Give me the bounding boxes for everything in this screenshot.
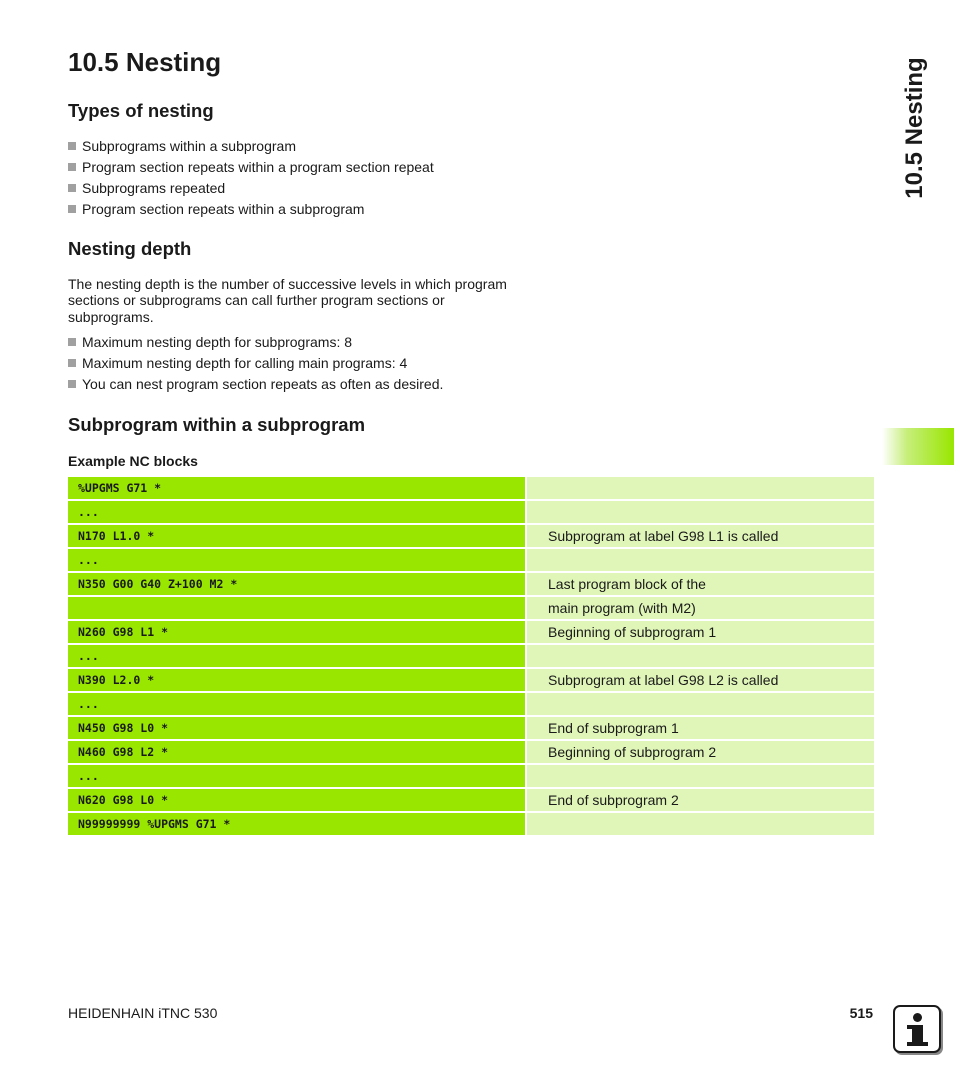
nc-blocks-table [68,477,874,837]
table-row [68,597,874,621]
table-row [68,573,874,597]
list-item: Program section repeats within a subprogram [68,199,434,220]
types-of-nesting-list [68,136,434,220]
table-row [68,645,874,669]
nc-comment-cell: main program (with M2) [527,597,874,621]
nc-comment-cell: Last program block of the [527,573,874,597]
nc-comment-cell [527,549,874,573]
nc-comment-cell [527,693,874,717]
heading-types-of-nesting: Types of nesting [68,100,214,121]
nc-comment-cell [527,645,874,669]
nc-code-cell: N620 G98 L0 * [68,789,525,813]
nc-code-cell: N170 L1.0 * [68,525,525,549]
nc-code-cell: ... [68,501,525,525]
info-icon [893,1005,941,1053]
side-chapter-title-text: 10.5 Nesting [901,57,928,199]
nc-comment-cell [527,501,874,525]
example-nc-blocks-label: Example NC blocks [68,453,198,469]
table-row [68,669,874,693]
list-item: Maximum nesting depth for subprograms: 8 [68,332,443,353]
page-number: 515 [849,1005,873,1021]
nc-comment-cell: End of subprogram 2 [527,789,874,813]
nc-code-cell: N390 L2.0 * [68,669,525,693]
footer-manual-name: HEIDENHAIN iTNC 530 [68,1005,218,1021]
nc-comment-cell: Subprogram at label G98 L1 is called [527,525,874,549]
nc-code-cell: ... [68,645,525,669]
nc-code-cell: N450 G98 L0 * [68,717,525,741]
nc-comment-cell [527,765,874,789]
heading-nesting-depth: Nesting depth [68,238,192,259]
table-row [68,789,874,813]
nc-comment-cell: Beginning of subprogram 2 [527,741,874,765]
list-item: Program section repeats within a program section repeat [68,157,434,178]
nc-code-cell: ... [68,693,525,717]
nc-code-cell: ... [68,549,525,573]
table-row [68,741,874,765]
nc-comment-cell [527,477,874,501]
list-item: Subprograms repeated [68,178,434,199]
nesting-depth-list [68,332,443,395]
nc-code-cell: ... [68,765,525,789]
chapter-tab-marker [882,428,954,465]
side-chapter-title [895,48,935,208]
table-row [68,717,874,741]
page-title: 10.5 Nesting [68,47,222,77]
nc-comment-cell: End of subprogram 1 [527,717,874,741]
nc-code-cell: N350 G00 G40 Z+100 M2 * [68,573,525,597]
table-row [68,525,874,549]
nc-comment-cell: Subprogram at label G98 L2 is called [527,669,874,693]
table-row [68,621,874,645]
list-item: You can nest program section repeats as often as desired. [68,374,443,395]
table-row [68,549,874,573]
table-row [68,477,874,501]
nesting-depth-paragraph: The nesting depth is the number of successive levels in which program sections or subprograms can call further program sections or subprograms. [68,276,507,325]
nc-code-cell: N460 G98 L2 * [68,741,525,765]
table-row [68,693,874,717]
table-row [68,765,874,789]
table-row [68,501,874,525]
heading-subprogram-within-subprogram: Subprogram within a subprogram [68,414,366,435]
nc-code-cell [68,597,525,621]
nc-code-cell: N99999999 %UPGMS G71 * [68,813,525,837]
table-row [68,813,874,837]
nc-code-cell: %UPGMS G71 * [68,477,525,501]
nc-comment-cell [527,813,874,837]
list-item: Subprograms within a subprogram [68,136,434,157]
nc-comment-cell: Beginning of subprogram 1 [527,621,874,645]
nc-code-cell: N260 G98 L1 * [68,621,525,645]
list-item: Maximum nesting depth for calling main programs: 4 [68,353,443,374]
